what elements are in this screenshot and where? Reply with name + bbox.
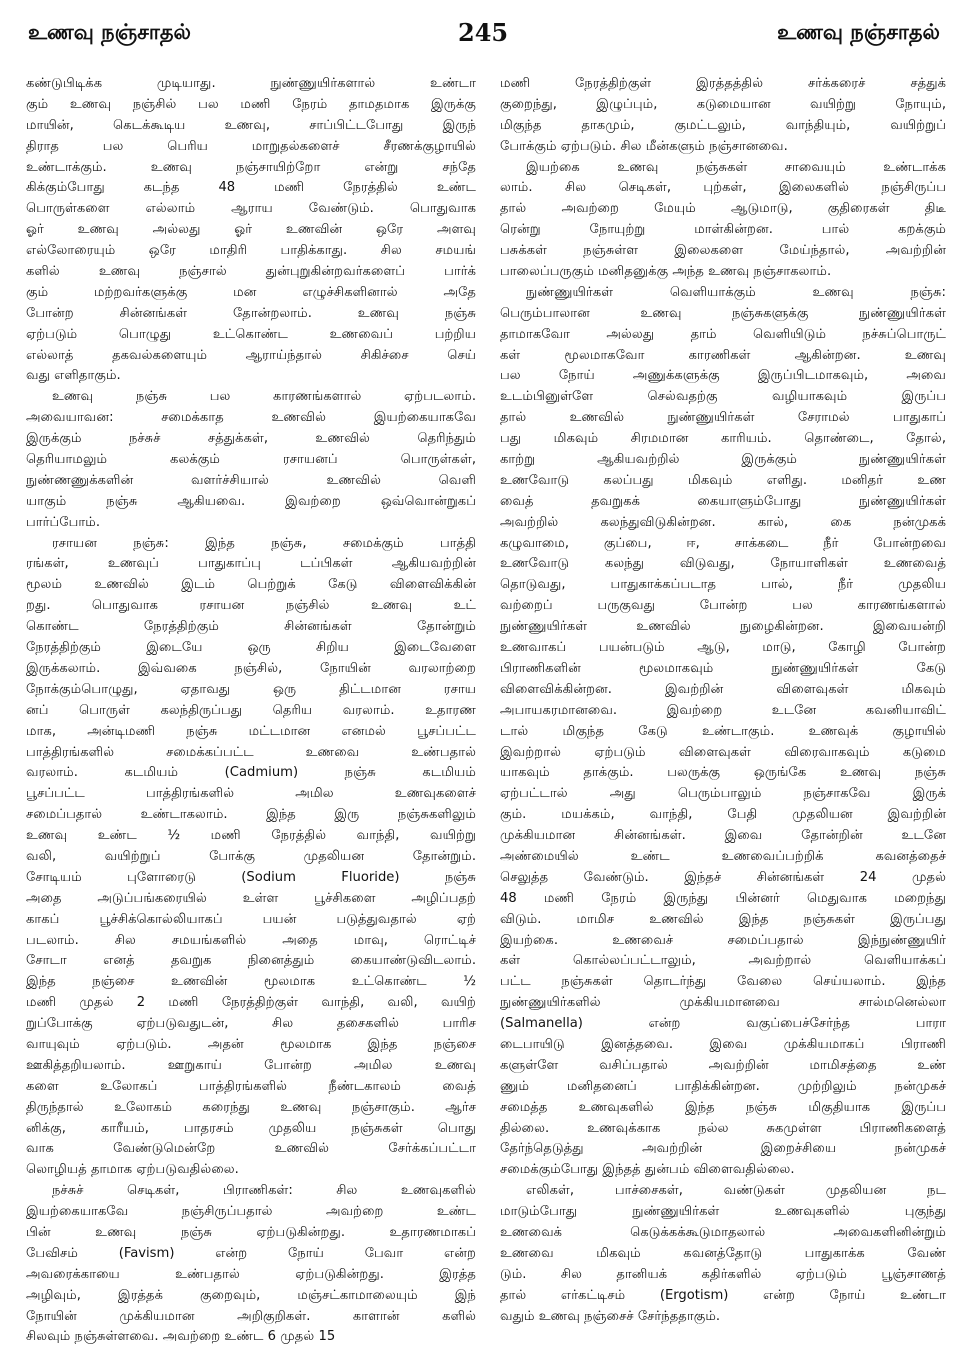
- text-line: படலாம். சில சமயங்களில் அதை மாவு, ரொட்டிச்: [26, 932, 476, 948]
- text-line: எல்லோரையும் ஒரே மாதிரி பாதிக்காது. சில சமயங்: [26, 243, 476, 259]
- text-line: நுண்ணணுக்களின் வளர்ச்சியால் உணவில் வெளி: [26, 472, 476, 488]
- text-line: பட்ட நஞ்சுகள் தொடர்ந்து வேலை செய்யலாம். இந்த: [500, 974, 946, 990]
- text-line: நச்சுச் செடிகள், பிராணிகள்: சில உணவுகளில்: [52, 1183, 476, 1199]
- text-line: வது எளிதாகும்.: [26, 368, 121, 384]
- running-head-left: உணவு நஞ்சாதல்: [28, 20, 191, 44]
- text-line: காகப் பூச்சிக்கொல்லியாகப் பயன் படுத்துவதால் ஏற்: [26, 911, 476, 927]
- text-line: பொருள்களை எல்லாம் ஆராய வேண்டும். பொதுவாக: [26, 201, 476, 217]
- text-line: பேவிசம் (Favism) என்ற நோய் பேவா என்ற: [26, 1245, 476, 1261]
- text-line: ரங்கள், உணவுப் பாதுகாப்பு டப்பிகள் ஆகியவற்றின்: [26, 556, 476, 572]
- text-line: உணவாகப் பயன்படும் ஆடு, மாடு, கோழி போன்ற: [500, 640, 946, 656]
- text-line: பசுக்கள் நஞ்சுள்ள இலைகளை மேய்ந்தால், அவற்றின்: [500, 243, 946, 259]
- text-line: பது மிகவும் சிரமமான காரியம். தொண்டை, தோல்,: [500, 431, 946, 447]
- text-line: எல்லாத் தகவல்களையும் ஆராய்ந்தால் சிகிச்சை செய்: [26, 347, 476, 363]
- text-line: சோடியம் புளோரைடு (Sodium Fluoride) நஞ்சு: [26, 869, 476, 885]
- text-line: வற்றைப் பருகுவது போன்ற பல காரணங்களால்: [500, 598, 946, 614]
- text-line: பல நோய் அணுக்களுக்கு இருப்பிடமாகவும், அவை: [500, 368, 946, 384]
- text-line: ஏற்படும் பொழுது உட்கொண்ட உணவைப் பற்றிய: [26, 326, 476, 342]
- text-line: முக்கியமான சின்னங்கள். இவை தோன்றின் உடனே: [500, 828, 946, 844]
- text-line: இருக்கும் நச்சுச் சத்துக்கள், உணவில் தெரிந்தும்: [26, 431, 476, 447]
- text-line: அவரைக்காயை உண்பதால் ஏற்படுகின்றது. இரத்த: [26, 1266, 476, 1282]
- text-line: திருந்தால் உலோகம் கரைந்து உணவு நஞ்சாகும். ஆர்ச: [26, 1099, 476, 1115]
- text-line: இந்த நஞ்சை உணவின் மூலமாக உட்கொண்ட ½: [26, 974, 476, 990]
- text-line: உணவைக் கெடுக்கக்கூடுமாதலால் அவைகளினின்றும்: [500, 1224, 946, 1240]
- text-line: (Salmanella) என்ற வகுப்பைச்சேர்ந்த பாரா: [500, 1016, 946, 1032]
- text-line: தால் எர்கட்டிசம் (Ergotism) என்ற நோய் உண்டா: [500, 1287, 946, 1303]
- text-line: உணவை மிகவும் கவனத்தோடு பாதுகாக்க வேண்: [500, 1245, 946, 1261]
- text-line: மாடும்போது நுண்ணுயிர்கள் உணவுகளில் புகுந்து: [500, 1204, 946, 1220]
- running-head-right: உணவு நஞ்சாதல்: [777, 20, 940, 44]
- text-line: அவற்றில் கலந்துவிடுகின்றன. கால், கை நன்முகக்: [500, 514, 946, 530]
- text-line: 48 மணி நேரம் இருந்து பின்னர் மெதுவாக மறைந்து: [500, 890, 946, 906]
- text-line: பாத்திரங்களில் சமைக்கப்பட்ட உணவை உண்பதால்: [26, 744, 476, 760]
- text-line: ணும் மனிதனைப் பாதிக்கின்றன. முற்றிலும் நன்முகச்: [500, 1078, 946, 1094]
- text-line: தால் அவற்றை மேயும் ஆடுமாடு, குதிரைகள் திடீ: [500, 201, 946, 217]
- text-line: அதை அடுப்பங்கரையில் உள்ள பூச்சிகளை அழிப்பதற்: [26, 890, 476, 906]
- page-number: 245: [458, 18, 509, 47]
- text-line: மாயின், கெடக்கூடிய உணவு, சாப்பிட்டபோது இருந்: [26, 117, 476, 133]
- text-line: கொண்ட நேரத்திற்கும் சின்னங்கள் தோன்றும்: [26, 619, 476, 635]
- text-line: றுப்போக்கு ஏற்படுவதுடன், சில தசைகளில் பாரிச: [26, 1016, 476, 1032]
- text-line: உணவோடு கலப்பது மிகவும் எளிது. மனிதர் உண: [500, 472, 946, 488]
- text-line: உடம்பினுள்ளே செல்வதற்கு வழியாகவும் இருப்ப: [500, 389, 946, 405]
- text-line: ரசாயன நஞ்சு: இந்த நஞ்சு, சமைக்கும் பாத்தி: [52, 535, 476, 551]
- text-line: சிலவும் நஞ்சுள்ளவை. அவற்றை உண்ட 6 முதல் 15: [26, 1329, 336, 1345]
- text-line: ரென்று நோயுற்று மாள்கின்றன. பால் கறக்கும்: [500, 222, 946, 238]
- text-line: வரலாம். கடமியம் (Cadmium) நஞ்சு கடமியம்: [26, 765, 476, 781]
- text-line: தால் உணவில் நுண்ணுயிர்கள் சேராமல் பாதுகாப்: [500, 410, 946, 426]
- text-line: நேரத்திற்கும் இடையே ஒரு சிறிய இடைவேளை: [26, 640, 476, 656]
- text-line: உணவு உண்ட ½ மணி நேரத்தில் வாந்தி, வயிற்று: [26, 828, 476, 844]
- text-line: வாக வேண்டுமென்றே உணவில் சேர்க்கப்பட்டா: [26, 1141, 476, 1157]
- text-line: குறைந்து, இழுப்பும், கடுமையான வயிற்று நோயும்,: [500, 96, 946, 112]
- text-line: தொடுவது, பாதுகாக்கப்படாத பால், நீர் முதலிய: [500, 577, 946, 593]
- text-line: டும். சில தானியக் கதிர்களில் ஏற்படும் பூஞ்சாணத்: [500, 1266, 946, 1282]
- text-line: கள் மூலமாகவோ காரணிகள் ஆகின்றன. உணவு: [500, 347, 946, 363]
- text-line: கள் கொல்லப்பட்டாலும், அவற்றால் வெளியாக்கப்: [500, 953, 946, 969]
- text-line: றது. பொதுவாக ரசாயன நஞ்சில் உணவு உட்: [26, 598, 476, 614]
- text-line: விடும். மாமிச உணவில் இந்த நஞ்சுகள் இருப்பது: [500, 911, 946, 927]
- text-line: டைபாயிடு இனத்தவை. இவை முக்கியமாகப் பிராணி: [500, 1036, 946, 1052]
- text-line: நோயின் முக்கியமான அறிகுறிகள். காளான் களில்: [26, 1308, 476, 1324]
- text-line: கும் உணவு நஞ்சில் பல மணி நேரம் தாமதமாக இருக்கு: [26, 96, 476, 112]
- text-line: விளைவிக்கின்றன. இவற்றின் விளைவுகள் மிகவும்: [500, 681, 946, 697]
- text-line: பார்ப்போம்.: [26, 514, 101, 530]
- text-line: அழிவும், இரத்தக் குறைவும், மஞ்சட்காமாலையும் இந்: [26, 1287, 476, 1303]
- text-line: காற்று ஆகியவற்றில் இருக்கும் நுண்ணுயிர்கள்: [500, 452, 946, 468]
- text-line: கும். மயக்கம், வாந்தி, பேதி முதலியன இவற்றின்: [500, 807, 946, 823]
- text-line: இருக்கலாம். இவ்வகை நஞ்சில், நோயின் வரலாற்றை: [26, 660, 476, 676]
- text-line: ஊகித்தறியலாம். ஊறுகாய் போன்ற அமில உணவு: [26, 1057, 476, 1073]
- text-line: பூசப்பட்ட பாத்திரங்களில் அமில உணவுகளைச்: [26, 786, 476, 802]
- text-line: மணி நேரத்திற்குள் இரத்தத்தில் சர்க்கரைச் சத்துக்: [500, 76, 946, 91]
- text-line: களை உலோகப் பாத்திரங்களில் நீண்டகாலம் வைத்: [26, 1078, 476, 1094]
- text-line: பின் உணவு நஞ்சு ஏற்படுகின்றது. உதாரணமாகப்: [26, 1224, 476, 1240]
- text-line: நுண்ணுயிர்கள் வெளியாக்கும் உணவு நஞ்சு:: [526, 284, 946, 300]
- text-line: உண்டாக்கும். உணவு நஞ்சாயிற்றோ என்று சந்தே: [26, 159, 476, 175]
- text-line: பாலைப்பருகும் மனிதனுக்கு அந்த உணவு நஞ்சாகலாம்.: [500, 264, 832, 280]
- text-line: மாக, அன்டிமணி நஞ்சு மட்டமான எனமல் பூசப்பட்ட: [26, 723, 476, 739]
- text-line: கும் மற்றவர்களுக்கு மன எழுச்சிகளினால் அதே: [26, 284, 476, 300]
- text-line: வலி, வயிற்றுப் போக்கு முதலியன தோன்றும்.: [26, 848, 476, 864]
- text-line: எலிகள், பாச்சைகள், வண்டுகள் முதலியன நட: [526, 1183, 946, 1199]
- text-line: பிராணிகளின் மூலமாகவும் நுண்ணுயிர்கள் கேடு: [500, 660, 946, 676]
- text-line: செலுத்த வேண்டும். இந்தச் சின்னங்கள் 24 முதல்: [500, 869, 946, 885]
- text-line: சமைக்கும்போது இந்தத் துன்பம் விளைவதில்லை.: [500, 1162, 795, 1178]
- text-line: கண்டுபிடிக்க முடியாது. நுண்ணுயிர்களால் உண்டா: [26, 76, 476, 91]
- text-line: னிக்கு, காரீயம், பாதரசம் முதலிய நஞ்சுகள் பொது: [26, 1120, 476, 1136]
- text-line: தெரியாமலும் கலக்கும் ரசாயனப் பொருள்கள்,: [26, 452, 476, 468]
- text-line: லொழியத் தாமாக ஏற்படுவதில்லை.: [26, 1162, 239, 1178]
- text-line: அண்மையில் உண்ட உணவைப்பற்றிக் கவனத்தைச்: [500, 848, 946, 864]
- text-line: கிக்கும்போது கடந்த 48 மணி நேரத்தில் உண்ட: [26, 180, 476, 196]
- text-line: உணவோடு கலந்து விடுவது, நோயாளிகள் உணவைத்: [500, 556, 946, 572]
- text-line: ஓர் உணவு அல்லது ஓர் உணவின் ஒரே அளவு: [26, 222, 476, 238]
- text-line: வைத் தவறுகக் கையாளும்போது நுண்ணுயிர்கள்: [500, 493, 946, 509]
- text-line: வாயுவும் ஏற்படும். அதன் மூலமாக இந்த நஞ்சை: [26, 1036, 476, 1052]
- text-line: லாம். சில செடிகள், புற்கள், இலைகளில் நஞ்சிருப்ப: [500, 180, 946, 196]
- text-line: னப் பொருள் கலந்திருப்பது தெரிய வரலாம். உதாரண: [26, 702, 476, 718]
- left-text-column: [26, 74, 476, 1348]
- text-line: சமைப்பதால் உண்டாகலாம். இந்த இரு நஞ்சுகளிலும்: [26, 807, 476, 823]
- text-line: தேர்ந்தெடுத்து அவற்றின் இறைச்சியை நன்முகச்: [500, 1141, 946, 1157]
- text-line: இயற்கை உணவு நஞ்சுகள் சாவையும் உண்டாக்க: [526, 159, 946, 175]
- text-line: போக்கும் ஏற்படும். சில மீன்களும் நஞ்சானவை.: [500, 138, 788, 154]
- text-line: போன்ற சின்னங்கள் தோன்றலாம். உணவு நஞ்சு: [26, 305, 476, 321]
- text-line: களுள்ளே வசிப்பதால் அவற்றின் மாமிசத்தை உண்: [500, 1057, 946, 1073]
- text-line: தாமாகவோ அல்லது தாம் வெளியிடும் நச்சுப்பொருட்: [500, 326, 946, 342]
- text-line: கழுவாமை, குப்பை, ஈ, சாக்கடை நீர் போன்றவை: [500, 535, 946, 551]
- text-line: மூலம் உணவில் இடம் பெற்றுக் கேடு விளைவிக்கின்: [26, 577, 476, 593]
- text-line: வதும் உணவு நஞ்சைச் சேர்ந்ததாகும்.: [500, 1308, 721, 1324]
- text-line: டால் மிகுந்த கேடு உண்டாகும். உணவுக் குழாயில்: [500, 723, 946, 739]
- right-text-column: [500, 74, 946, 1327]
- text-line: சமைத்த உணவுகளில் இந்த நஞ்சு மிகுதியாக இருப்ப: [500, 1099, 946, 1115]
- text-line: நுண்ணுயிர்கள் உணவில் நுழைகின்றன. இவையன்றி: [500, 619, 946, 635]
- text-line: உணவு நஞ்சு பல காரணங்களால் ஏற்படலாம்.: [52, 389, 476, 405]
- text-line: அபாயகரமானவை. இவற்றை உடனே கவனியாவிட்: [500, 702, 946, 718]
- text-line: தில்லை. உணவுக்காக நல்ல சுகமுள்ள பிராணிகளைத்: [500, 1120, 946, 1136]
- text-line: திராத பல பெரிய மாறுதல்களைச் சீரணக்குழாயில்: [26, 138, 476, 154]
- text-line: மிகுந்த தாகமும், குமட்டலும், வாந்தியும், வயிற்றுப்: [500, 117, 946, 133]
- text-line: யாகவும் தாக்கும். பலருக்கு ஒருங்கே உணவு நஞ்சு: [500, 765, 946, 781]
- text-line: இவற்றால் ஏற்படும் விளைவுகள் விரைவாகவும் கடுமை: [500, 744, 946, 760]
- text-line: சோடா எனத் தவறுக நினைத்தும் கையாண்டுவிடலாம்.: [26, 953, 476, 969]
- text-line: நோக்கும்பொழுது, ஏதாவது ஒரு திட்டமான ரசாய: [26, 681, 476, 697]
- text-line: இயற்கை. உணவைச் சமைப்பதால் இந்நுண்ணுயிர்: [500, 932, 946, 948]
- text-line: பெரும்பாலான உணவு நஞ்சுகளுக்கு நுண்ணுயிர்கள்: [500, 305, 946, 321]
- text-line: ஏற்பட்டால் அது பெரும்பாலும் நஞ்சாகவே இருக்: [500, 786, 946, 802]
- text-line: களில் உணவு நஞ்சால் துன்புறுகின்றவர்களைப் பார்க்: [26, 264, 476, 280]
- text-line: யாகும் நஞ்சு ஆகியவை. இவற்றை ஒவ்வொன்றுகப்: [26, 493, 476, 509]
- text-line: மணி முதல் 2 மணி நேரத்திற்குள் வாந்தி, வலி, வயிற்: [26, 995, 476, 1011]
- text-line: இயற்கையாகவே நஞ்சிருப்பதால் அவற்றை உண்ட: [26, 1204, 476, 1220]
- text-line: அவையாவன: சமைக்காத உணவில் இயற்கையாகவே: [26, 410, 476, 426]
- text-line: நுண்ணுயிர்களில் முக்கியமானவை சால்மனெல்லா: [500, 995, 946, 1011]
